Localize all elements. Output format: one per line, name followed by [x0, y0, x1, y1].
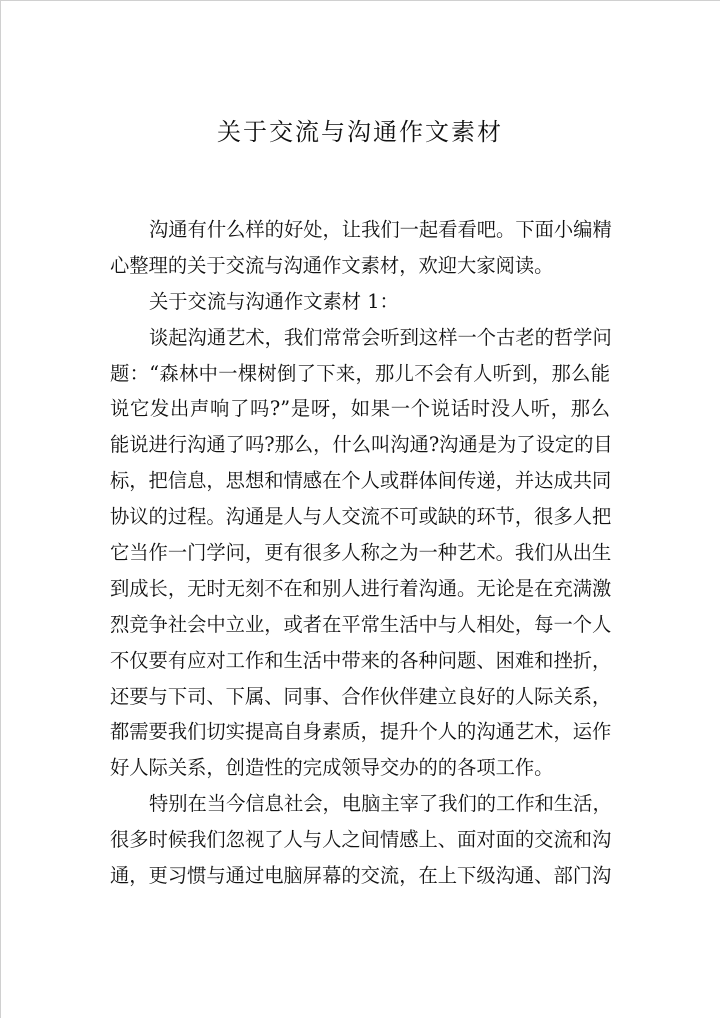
paragraph-line: 都需要我们切实提高自身素质，提升个人的沟通艺术，运作	[110, 720, 612, 744]
paragraph-line: 心整理的关于交流与沟通作文素材，欢迎大家阅读。	[110, 253, 554, 277]
paragraph-line: 题：“森林中一棵树倒了下来，那儿不会有人听到，那么能	[110, 361, 610, 385]
paragraph-line: 它当作一门学问，更有很多人称之为一种艺术。我们从出生	[110, 541, 612, 565]
page-left-edge	[0, 0, 1, 1018]
document-title: 关于交流与沟通作文素材	[217, 118, 503, 146]
section-heading: 关于交流与沟通作文素材 1：	[149, 289, 399, 313]
paragraph-line: 标，把信息，思想和情感在个人或群体间传递，并达成共同	[110, 469, 612, 493]
paragraph-line: 烈竞争社会中立业，或者在平常生活中与人相处，每一个人	[110, 612, 612, 636]
paragraph-line: 协议的过程。沟通是人与人交流不可或缺的环节，很多人把	[110, 505, 612, 529]
paragraph-line: 到成长，无时无刻不在和别人进行着沟通。无论是在充满激	[110, 576, 612, 600]
paragraph-line: 还要与下司、下属、同事、合作伙伴建立良好的人际关系，	[110, 684, 612, 708]
page-top-edge	[0, 0, 720, 1]
paragraph-line: 谈起沟通艺术，我们常常会听到这样一个古老的哲学问	[149, 325, 612, 349]
paragraph-line: 很多时候我们忽视了人与人之间情感上、面对面的交流和沟	[110, 828, 612, 852]
paragraph-line: 说它发出声响了吗?”是呀，如果一个说话时没人听，那么	[110, 397, 610, 421]
paragraph-line: 不仅要有应对工作和生活中带来的各种问题、困难和挫折，	[110, 648, 612, 672]
paragraph-line: 好人际关系，创造性的完成领导交办的的各项工作。	[110, 756, 554, 780]
paragraph-line: 能说进行沟通了吗?那么，什么叫沟通?沟通是为了设定的目	[110, 433, 613, 457]
paragraph-line: 通，更习惯与通过电脑屏幕的交流，在上下级沟通、部门沟	[110, 864, 612, 888]
paragraph-line: 沟通有什么样的好处，让我们一起看看吧。下面小编精	[149, 218, 612, 241]
document-body	[110, 212, 613, 894]
paragraph-line: 特别在当今信息社会，电脑主宰了我们的工作和生活，	[149, 792, 612, 816]
